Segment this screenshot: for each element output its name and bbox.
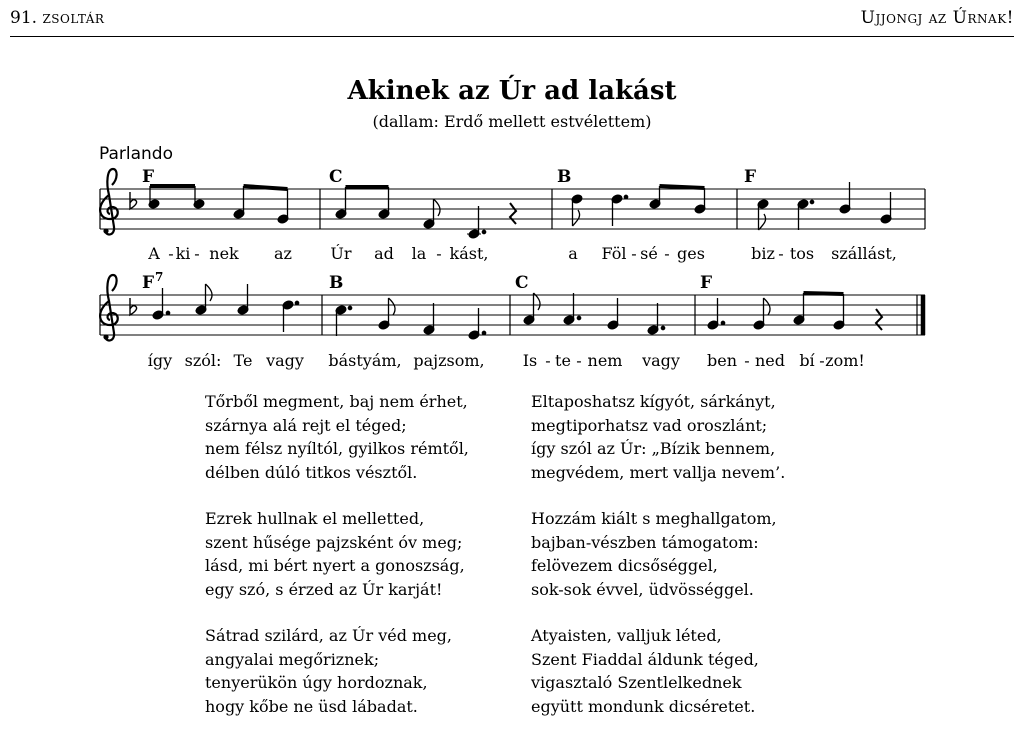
verse-line: hogy kőbe ne üsd lábadat. xyxy=(205,696,418,716)
verse-line: így szól az Úr: „Bízik bennem, xyxy=(531,439,776,458)
lyric-syllable: az xyxy=(274,244,292,263)
stanza xyxy=(205,624,469,718)
chord-symbol: F xyxy=(744,167,757,187)
verse-line: Atyaisten, valljuk léted, xyxy=(531,626,722,645)
verse-line: Szent Fiaddal áldunk téged, xyxy=(531,649,759,669)
staff-1-chords xyxy=(142,167,756,187)
lyric-syllable: ned xyxy=(754,351,786,370)
lyric-hyphen: - xyxy=(576,351,582,370)
lyric-hyphen: - xyxy=(194,244,200,263)
staff-1-notes xyxy=(148,182,892,239)
lyric-syllable: Te xyxy=(233,351,253,370)
lyric-syllable: nek xyxy=(209,244,239,263)
chord-symbol: F xyxy=(142,167,155,187)
lyric-syllable: Föl xyxy=(601,244,627,263)
verses-right-column xyxy=(531,390,785,741)
staff-1-lyrics xyxy=(147,243,897,263)
lyric-syllable: biz xyxy=(751,244,775,263)
verse-line: együtt mondunk dicséretet. xyxy=(531,696,756,716)
lyric-syllable: Is xyxy=(522,351,538,370)
lyric-hyphen: - xyxy=(664,244,670,263)
lyric-syllable: ges xyxy=(677,244,705,263)
lyric-syllable: pajzsom, xyxy=(413,351,485,370)
section-title: Ujjongj az Úrnak! xyxy=(860,8,1014,28)
stanza xyxy=(531,624,785,718)
lyric-hyphen: - xyxy=(545,351,551,370)
lyric-hyphen: - xyxy=(436,244,442,263)
lyric-syllable: vagy xyxy=(266,351,304,370)
lyric-syllable: Úr xyxy=(330,244,352,263)
verse-line: egy szó, s érzed az Úr karját! xyxy=(205,579,443,599)
treble-clef-icon xyxy=(100,169,118,234)
flat-key-signature-icon xyxy=(130,298,137,315)
lyric-hyphen: - xyxy=(778,244,784,263)
lyric-hyphen: - xyxy=(631,244,637,263)
stanza xyxy=(531,507,785,601)
verses-left-column xyxy=(205,390,469,741)
verse-line: nem félsz nyíltól, gyilkos rémtől, xyxy=(205,439,469,458)
lyric-syllable: szól: xyxy=(184,351,222,370)
chord-symbol: F xyxy=(700,273,713,293)
verse-line: vigasztaló Szentlelkednek xyxy=(531,673,742,692)
song-subtitle: (dallam: Erdő mellett estvélettem) xyxy=(372,112,652,131)
chord-superscript: 7 xyxy=(155,270,164,284)
stanza xyxy=(531,390,785,484)
lyric-syllable: A xyxy=(148,244,160,263)
psalm-label: zsoltár xyxy=(42,8,105,28)
verse-line: sok-sok évvel, üdvösséggel. xyxy=(531,579,754,599)
staff-2 xyxy=(100,270,925,370)
lyric-syllable: szállást, xyxy=(831,244,897,263)
lyric-syllable: így xyxy=(147,351,173,370)
lyric-syllable: zom! xyxy=(825,351,865,370)
verse-line: Ezrek hullnak el melletted, xyxy=(205,509,425,528)
verse-line: Eltaposhatsz kígyót, sárkányt, xyxy=(531,392,776,411)
verse-line: szárnya alá rejt el téged; xyxy=(205,415,407,435)
staff-1-lines xyxy=(100,189,925,229)
flat-key-signature-icon xyxy=(130,192,137,209)
lyric-syllable: nem xyxy=(587,351,623,370)
lyric-syllable: ben xyxy=(706,351,738,370)
psalm-number: 91. xyxy=(10,8,38,28)
verse-line: Tőrből megment, baj nem érhet, xyxy=(205,392,468,411)
lyric-syllable: ki xyxy=(175,244,191,263)
lyric-syllable: vagy xyxy=(642,351,680,370)
verse-line: Hozzám kiált s meghallgatom, xyxy=(531,509,777,528)
verse-line: Sátrad szilárd, az Úr véd meg, xyxy=(205,626,452,645)
lyric-hyphen: - xyxy=(744,351,750,370)
verse-line: délben dúló titkos vésztől. xyxy=(205,462,418,482)
lyric-syllable: ad xyxy=(374,244,394,263)
stanza xyxy=(205,507,469,601)
chord-symbol: B xyxy=(329,273,344,293)
lyric-syllable: kást, xyxy=(449,244,489,263)
lyric-syllable: tos xyxy=(789,244,815,263)
song-title: Akinek az Úr ad lakást xyxy=(347,76,677,106)
verse-line: megvédem, mert vallja nevem’. xyxy=(531,462,786,482)
tempo-marking: Parlando xyxy=(99,144,174,164)
treble-clef-icon xyxy=(100,275,118,340)
verse-line: megtiporhatsz vad oroszlánt; xyxy=(531,415,768,435)
chord-symbol: F xyxy=(142,273,155,293)
lyric-hyphen: - xyxy=(819,351,825,370)
lyric-syllable: te xyxy=(555,351,571,370)
staff-1 xyxy=(100,167,925,263)
lyric-syllable: bástyám, xyxy=(328,351,402,370)
chord-symbol: C xyxy=(329,167,343,187)
verse-line: felövezem dicsőséggel, xyxy=(531,556,718,575)
chord-symbol: B xyxy=(557,167,572,187)
stanza xyxy=(205,390,469,484)
staff-2-lines xyxy=(100,295,925,335)
staff-2-lyrics xyxy=(148,351,865,370)
staff-2-chords xyxy=(142,270,712,293)
lyric-hyphen: - xyxy=(168,244,174,263)
lyric-syllable: a xyxy=(568,244,578,263)
lyric-syllable: bí xyxy=(799,351,815,370)
verse-line: szent hűsége pajzsként óv meg; xyxy=(205,532,463,552)
verse-line: bajban-vészben támogatom: xyxy=(531,532,759,552)
lyric-syllable: la xyxy=(411,244,427,263)
verse-line: angyalai megőriznek; xyxy=(205,649,380,669)
verse-line: tenyerükön úgy hordoznak, xyxy=(205,673,428,692)
chord-symbol: C xyxy=(515,273,529,293)
verse-line: lásd, mi bért nyert a gonoszság, xyxy=(205,556,465,575)
lyric-syllable: sé xyxy=(640,244,658,263)
